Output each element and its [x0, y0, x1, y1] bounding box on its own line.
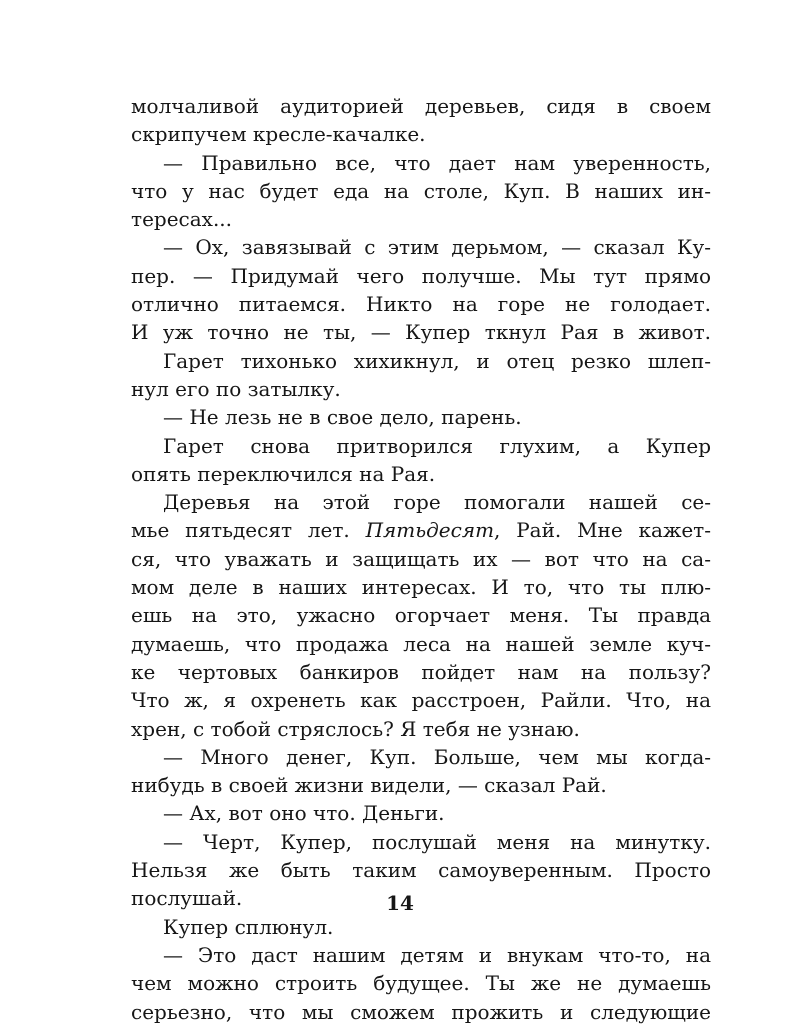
text-line-7: пер. — Придумай чего получше. Мы тут прямо	[131, 263, 711, 288]
text-line-19: ешь на это, ужасно огорчает меня. Ты правда	[131, 603, 711, 628]
text-line-13: Гарет снова притворился глухим, а Купер	[163, 433, 711, 458]
text-line-12: — Не лезь не в свое дело, парень.	[163, 405, 522, 430]
text-line-16-end: , Рай. Мне кажет-	[494, 518, 711, 543]
text-line-20: думаешь, что продажа леса на нашей земле куч-	[131, 631, 711, 656]
text-line-25: нибудь в своей жизни видели, — сказал Рай.	[131, 773, 607, 798]
text-line-23: хрен, с тобой стряслось? Я тебя не узнаю.	[131, 716, 580, 741]
text-line-8: отлично питаемся. Никто на горе не голодает.	[131, 292, 711, 317]
text-line-14: опять переключился на Рая.	[131, 461, 436, 486]
text-line-15: Деревья на этой горе помогали нашей се-	[163, 490, 711, 515]
text-line-11: нул его по затылку.	[131, 376, 341, 401]
text-line-21: ке чертовых банкиров пойдет нам на пользу?	[131, 659, 711, 684]
text-line-31: — Это даст нашим детям и внукам что-то, на	[163, 942, 711, 967]
text-line-6: — Ох, завязывай с этим дерьмом, — сказал Ку-	[163, 235, 711, 260]
page-number: 14	[386, 891, 414, 915]
page-text	[131, 92, 711, 1026]
text-line-10: Гарет тихонько хихикнул, и отец резко шлеп-	[163, 348, 711, 373]
text-line-17: ся, что уважать и защищать их — вот что на са-	[131, 546, 711, 571]
text-line-32: чем можно строить будущее. Ты же не думаешь	[131, 971, 711, 996]
text-line-28: Нельзя же быть таким самоуверенным. Просто	[131, 858, 711, 883]
text-line-1: молчаливой аудиторией деревьев, сидя в своем	[131, 94, 711, 118]
text-line-2: скрипучем кресле-качалке.	[131, 122, 426, 147]
text-line-16-start: мье пятьдесят лет.	[131, 518, 366, 543]
text-line-5: тересах...	[131, 207, 233, 232]
text-line-24: — Много денег, Куп. Больше, чем мы когда-	[163, 744, 711, 769]
text-line-3: — Правильно все, что дает нам уверенность,	[163, 150, 711, 175]
text-line-9: И уж точно не ты, — Купер ткнул Рая в живот.	[131, 320, 711, 345]
text-line-29: послушай.	[131, 886, 243, 911]
text-line-4: что у нас будет еда на столе, Куп. В наших ин-	[131, 178, 711, 203]
text-line-30: Купер сплюнул.	[163, 914, 334, 939]
text-line-33: серьезно, что мы сможем прожить и следующие	[131, 999, 711, 1024]
text-line-18: мом деле в наших интересах. И то, что ты плю-	[131, 575, 711, 600]
text-line-26: — Ах, вот оно что. Деньги.	[163, 801, 445, 826]
text-line-27: — Черт, Купер, послушай меня на минутку.	[163, 829, 711, 854]
text-line-22: Что ж, я охренеть как расстроен, Райли. Что, на	[131, 688, 711, 713]
emphasized-word: Пятьдесят	[365, 518, 495, 543]
text-line-16	[131, 516, 711, 544]
